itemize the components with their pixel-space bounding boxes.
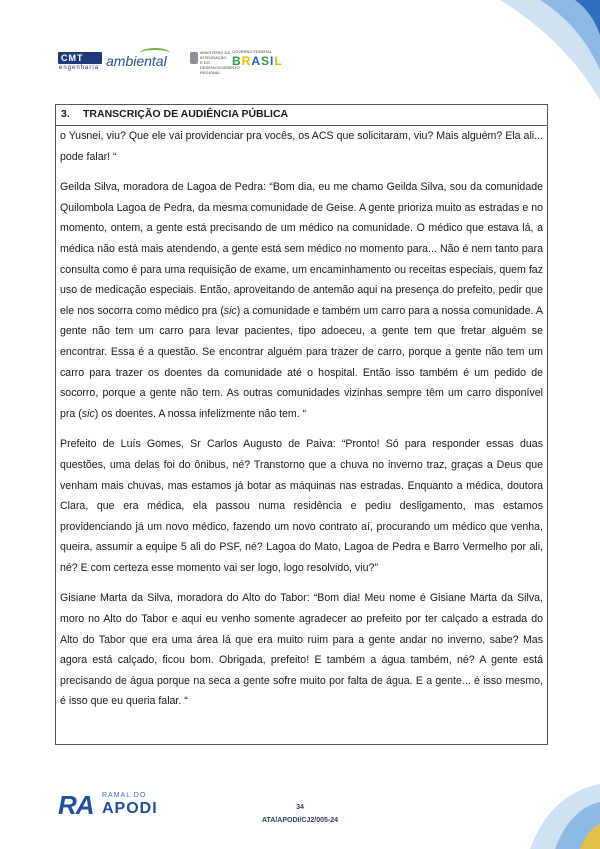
cmt-logo: CMT engenharia xyxy=(58,52,102,74)
corner-wave-decoration xyxy=(470,0,600,100)
paragraph-geilda-silva: Geilda Silva, moradora de Lagoa de Pedra: “Bom dia, eu me chamo Geilda Silva, sou da comunidade Quilombola Lagoa de Pedra, da mesma comunidade de Geise. A gente prioriza muito as estradas e no momento, ontem, a gente está precisando de um médico na comunidade. O médico que estava lá, a médica não está mais atendendo, a gente está sem médico no momento para... Não é nem tanto para consulta como é para uma requisição de exame, um encaminhamento ou receitas especiais, quem faz uso de medicação especiais. Então, aproveitando de antemão aqui na presença do prefeito, pedir que ele nos socorra como médico pra (sic) a comunidade e também um carro para a nossa comunidade. A gente não tem um carro para levar pacientes, tipo adoeceu, a gente tem que fretar alguém se encontrar. Essa é a questão. Se encontrar alguém para trazer de carro, porque a gente não tem um carro para trazer os doentes da comunidade até o hospital. Então isso também é um pedido de socorro, porque a gente não tem. As outras comunidades vizinhas sempre têm um carro disponível pra (sic) os doentes. A nossa infelizmente não tem. “ xyxy=(60,181,543,420)
coat-of-arms-icon xyxy=(190,52,198,64)
section-header xyxy=(56,105,547,126)
page-header xyxy=(0,0,600,100)
ministerio-logo: MINISTÉRIO DA INTEGRAÇÃO E DO DESENVOLVIMENTO REGIONAL xyxy=(190,48,224,70)
paragraph-prefeito: Prefeito de Luís Gomes, Sr Carlos Augusto de Paiva: “Pronto! Só para responder essas duas questões, uma delas foi do ônibus, né? Transtorno que a chuva no inverno traz, graças a Deus que venham mais chuvas, mas estamos já botar as máquinas nas estradas. Enquanto a médica, doutora Clara, que era médica, ela passou numa residência e pediu desligamento, mas estamos providenciando já um novo médico, fazendo um novo contrato aí, procurando um médico que venha, queira, assumir a equipe 5 ali do PSF, né? Lagoa do Mato, Lagoa de Pedra e Barro Vermelho por ali, né? E com certeza esse momento vai ser logo, logo resolvido, viu?” xyxy=(60,438,543,574)
transcription-box xyxy=(55,104,548,745)
paragraph-continuation: o Yusnei, viu? Que ele vai providenciar pra vocês, os ACS que solicitaram, viu? Mais alguém? Ela ali... pode falar! “ xyxy=(60,130,543,163)
footer-wave-decoration xyxy=(520,784,600,849)
section-number: 3. xyxy=(61,108,70,120)
governo-brasil-logo: GOVERNO FEDERAL BRASIL xyxy=(232,49,283,68)
section-title: TRANSCRIÇÃO DE AUDIÊNCIA PÚBLICA xyxy=(83,108,289,120)
paragraph-gisiane-silva: Gisiane Marta da Silva, moradora do Alto do Tabor: “Bom dia! Meu nome é Gisiane Marta da Silva, moro no Alto do Tabor e aqui eu venho somente agradecer ao prefeito por ter calçado a estrada do Alto do Tabor que era uma área lá que era muito ruim para a gente andar no inverno, sabe? Mas agora está calçado, ficou bom. Obrigada, prefeito! E também a água também, né? A gente está precisando de água porque na seca a gente sofre muito por falta de água. E a gente... é isso mesmo, é isso que eu queria falar. “ xyxy=(60,592,543,708)
document-code: ATA/APODI/CJ2/005-24 xyxy=(262,817,338,824)
ramal-do-apodi-logo: RA RAMAL DO APODI xyxy=(58,790,158,820)
page-footer xyxy=(0,760,600,849)
page-number: 34 xyxy=(296,804,304,811)
ambiental-logo: ambiental xyxy=(106,53,167,69)
transcription-content xyxy=(56,126,547,712)
